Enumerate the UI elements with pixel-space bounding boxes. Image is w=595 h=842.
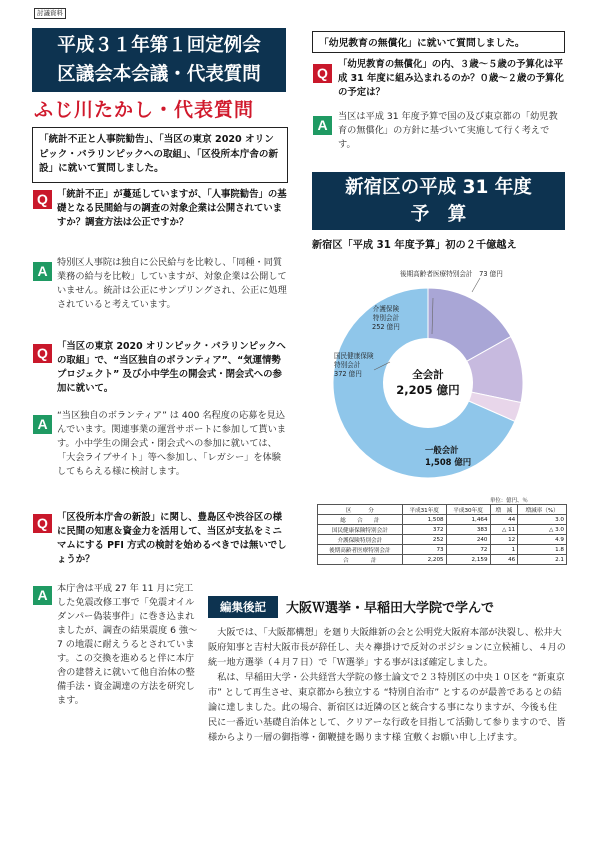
table-cell: 46: [490, 555, 518, 565]
editor-paragraph-2: 私は、早稲田大学・公共経営大学院の修士論文で２３特別区の中央１０区を “新東京市” として再生させ、東京都から独立する “特別自治市” とするのが最善であるとの結論に達しました。此の場合、新宿区は近隣の区と統合する事になりますが、今後も住民に一番近い基礎自治体として、クリアーな行政を目指して活動して参りますので、皆様からより一層の御指導・御鞭撻を賜ります様 宜敷くお願い申し上げます。: [208, 672, 566, 743]
table-cell: 44: [490, 515, 518, 525]
table-cell: 72: [446, 545, 490, 555]
speaker-heading: ふじ川たかし・代表質問: [34, 99, 255, 121]
table-cell: 平成30年度: [446, 505, 490, 515]
table-cell: 2,205: [402, 555, 446, 565]
question-mark-icon: Q: [33, 344, 52, 363]
table-cell: 国民健康保険特別会計: [318, 525, 403, 535]
table-row: [318, 555, 567, 565]
editor-paragraph-1: 大阪では、「大阪都構想」を廻り大阪維新の会と公明党大阪府本部が決裂し、松井大阪府知事と吉村大阪市長が辞任し、夫々襷掛けで反対のポジションに立候補し、４月の統一地方選挙（４月７日）で「Ｗ選挙」する事がほぼ確定しました。: [208, 627, 566, 668]
budget-title-line2: 予 算: [410, 204, 467, 225]
table-cell: 1: [490, 545, 518, 555]
answer-mark-icon: A: [33, 415, 52, 434]
label-elderly: 後期高齢者医療特別会計 73 億円: [400, 270, 503, 278]
question-2: 「当区の東京 2020 オリンピック・パラリンピックへの取組」で、“当区独自のボランティア”、“気運情勢プロジェクト” 及び小中学生の開会式・閉会式への参加に就いて。: [57, 341, 286, 394]
table-cell: 4.9: [518, 535, 567, 545]
label-national-line3: 372 億円: [334, 370, 362, 378]
table-cell: 12: [490, 535, 518, 545]
question-mark-icon: Q: [33, 190, 52, 209]
table-row: [318, 525, 567, 535]
table-cell: 240: [446, 535, 490, 545]
table-cell: 372: [402, 525, 446, 535]
label-care-line1: 介護保険: [372, 305, 400, 313]
table-cell: 1,464: [446, 515, 490, 525]
editor-badge: 編集後記: [208, 596, 278, 618]
intro-box: 「統計不正と人事院勧告」、「当区の東京 2020 オリンピック・パラリンピックへの取組」、「区役所本庁舎の新設」に就いて質問しました。: [32, 127, 288, 183]
budget-title-line1: 新宿区の平成 31 年度: [345, 177, 532, 198]
answer-mark-icon: A: [33, 262, 52, 281]
question-3: 「区役所本庁舎の新設」に関し、豊島区や渋谷区の様に民間の知恵＆資金力を活用して、当区が支払をミニマムにする PFI 方式の検討を始めるべきでは無いでしょうか？: [57, 512, 287, 565]
budget-table: [317, 504, 567, 565]
label-general-line2: 1,508 億円: [425, 457, 472, 467]
editor-note-header: [208, 596, 566, 618]
center-value: 2,205 億円: [396, 383, 460, 397]
pie-center-text: [383, 367, 473, 398]
budget-title: [312, 172, 565, 230]
label-national-line2: 特別会計: [334, 361, 361, 369]
answer-2: “当区独自のボランティア” は 400 名程度の応募を見込んでいます。関連事業の運営サポートに参加して貰います。小中学生の開会式・閉会式への参加に就いては、「大会ライブサイト」等へ参加し、「レガシー」を体験してもらえる様に検討します。: [57, 410, 286, 477]
answer-1: 特別区人事院は独自に公民給与を比較し、「同種・同質業務の給与を比較」していますが、対象企業は公開していません。統計は公正にサンプリングされ、公正に処理されていると考えています。: [57, 257, 287, 310]
label-general: [425, 444, 471, 468]
table-cell: 2.1: [518, 555, 567, 565]
table-cell: 平成31年度: [402, 505, 446, 515]
question-1: 「統計不正」が蔓延していますが、「人事院勧告」の基礎となる民間給与の調査の対象企業は公開されていますか？調査方法は公正ですか？: [57, 189, 287, 228]
table-cell: 3.0: [518, 515, 567, 525]
table-cell: 後期高齢者医療特別会計: [318, 545, 403, 555]
question-mark-icon: Q: [313, 64, 332, 83]
answer-mark-icon: A: [33, 586, 52, 605]
table-cell: 2,159: [446, 555, 490, 565]
table-row: [318, 545, 567, 555]
free-education-heading: 「幼児教育の無償化」に就いて質問しました。: [312, 31, 565, 53]
table-cell: 1.8: [518, 545, 567, 555]
table-cell: 介護保険特別会計: [318, 535, 403, 545]
answer-mark-icon: A: [313, 116, 332, 135]
budget-subtitle: 新宿区「平成 31 年度予算」初の２千億越え: [312, 240, 517, 251]
session-title-line1: 平成３１年第１回定例会: [57, 35, 261, 56]
session-title-line2: 区議会本会議・代表質問: [57, 64, 261, 85]
editor-title: 大阪Ｗ選挙・早稲田大学院で学んで: [286, 601, 495, 616]
label-care-line3: 252 億円: [372, 323, 400, 331]
free-education-question: 「幼児教育の無償化」の内、３歳～５歳の予算化は平成 31 年度に組み込まれるのか？０歳～２歳の予算化の予定は？: [338, 59, 564, 98]
label-national: [334, 352, 374, 379]
table-header-row: [318, 505, 567, 515]
label-care: [372, 305, 400, 332]
label-care-line2: 特別会計: [372, 314, 400, 322]
label-general-line1: 一般会計: [425, 445, 459, 455]
table-cell: △ 11: [490, 525, 518, 535]
table-row: [318, 535, 567, 545]
table-cell: 1,508: [402, 515, 446, 525]
table-cell: △ 3.0: [518, 525, 567, 535]
free-education-answer: 当区は平成 31 年度予算で国の及び東京都の「幼児教育の無償化」の方針に基づいて実施して行く考えです。: [338, 111, 558, 150]
center-label: 全会計: [412, 369, 444, 381]
question-mark-icon: Q: [33, 514, 52, 533]
table-cell: 増減率（%）: [518, 505, 567, 515]
document-tag: 討議資料: [34, 8, 66, 19]
table-row: [318, 515, 567, 525]
leader-elderly: [472, 278, 480, 292]
editor-body: [208, 625, 566, 745]
table-cell: 総 合 計: [318, 515, 403, 525]
table-cell: 合 計: [318, 555, 403, 565]
table-cell: 252: [402, 535, 446, 545]
table-cell: 区 分: [318, 505, 403, 515]
table-cell: 増 減: [490, 505, 518, 515]
table-cell: 73: [402, 545, 446, 555]
session-title: [32, 28, 286, 92]
answer-3: 本庁舎は平成 27 年 11 月に完工した免震改修工事で「免震オイルダンパー偽装事件」に巻き込まれましたが、調査の結果震度 6 強～ 7 の地震に耐えうるとされています。この交換を進めると伴に本庁舎の建替えに就いて他自治体の整備手法・資金調達の方法を研究します。: [57, 583, 198, 706]
table-cell: 383: [446, 525, 490, 535]
label-national-line1: 国民健康保険: [334, 352, 374, 360]
table-unit: 単位：億円、％: [490, 498, 528, 504]
